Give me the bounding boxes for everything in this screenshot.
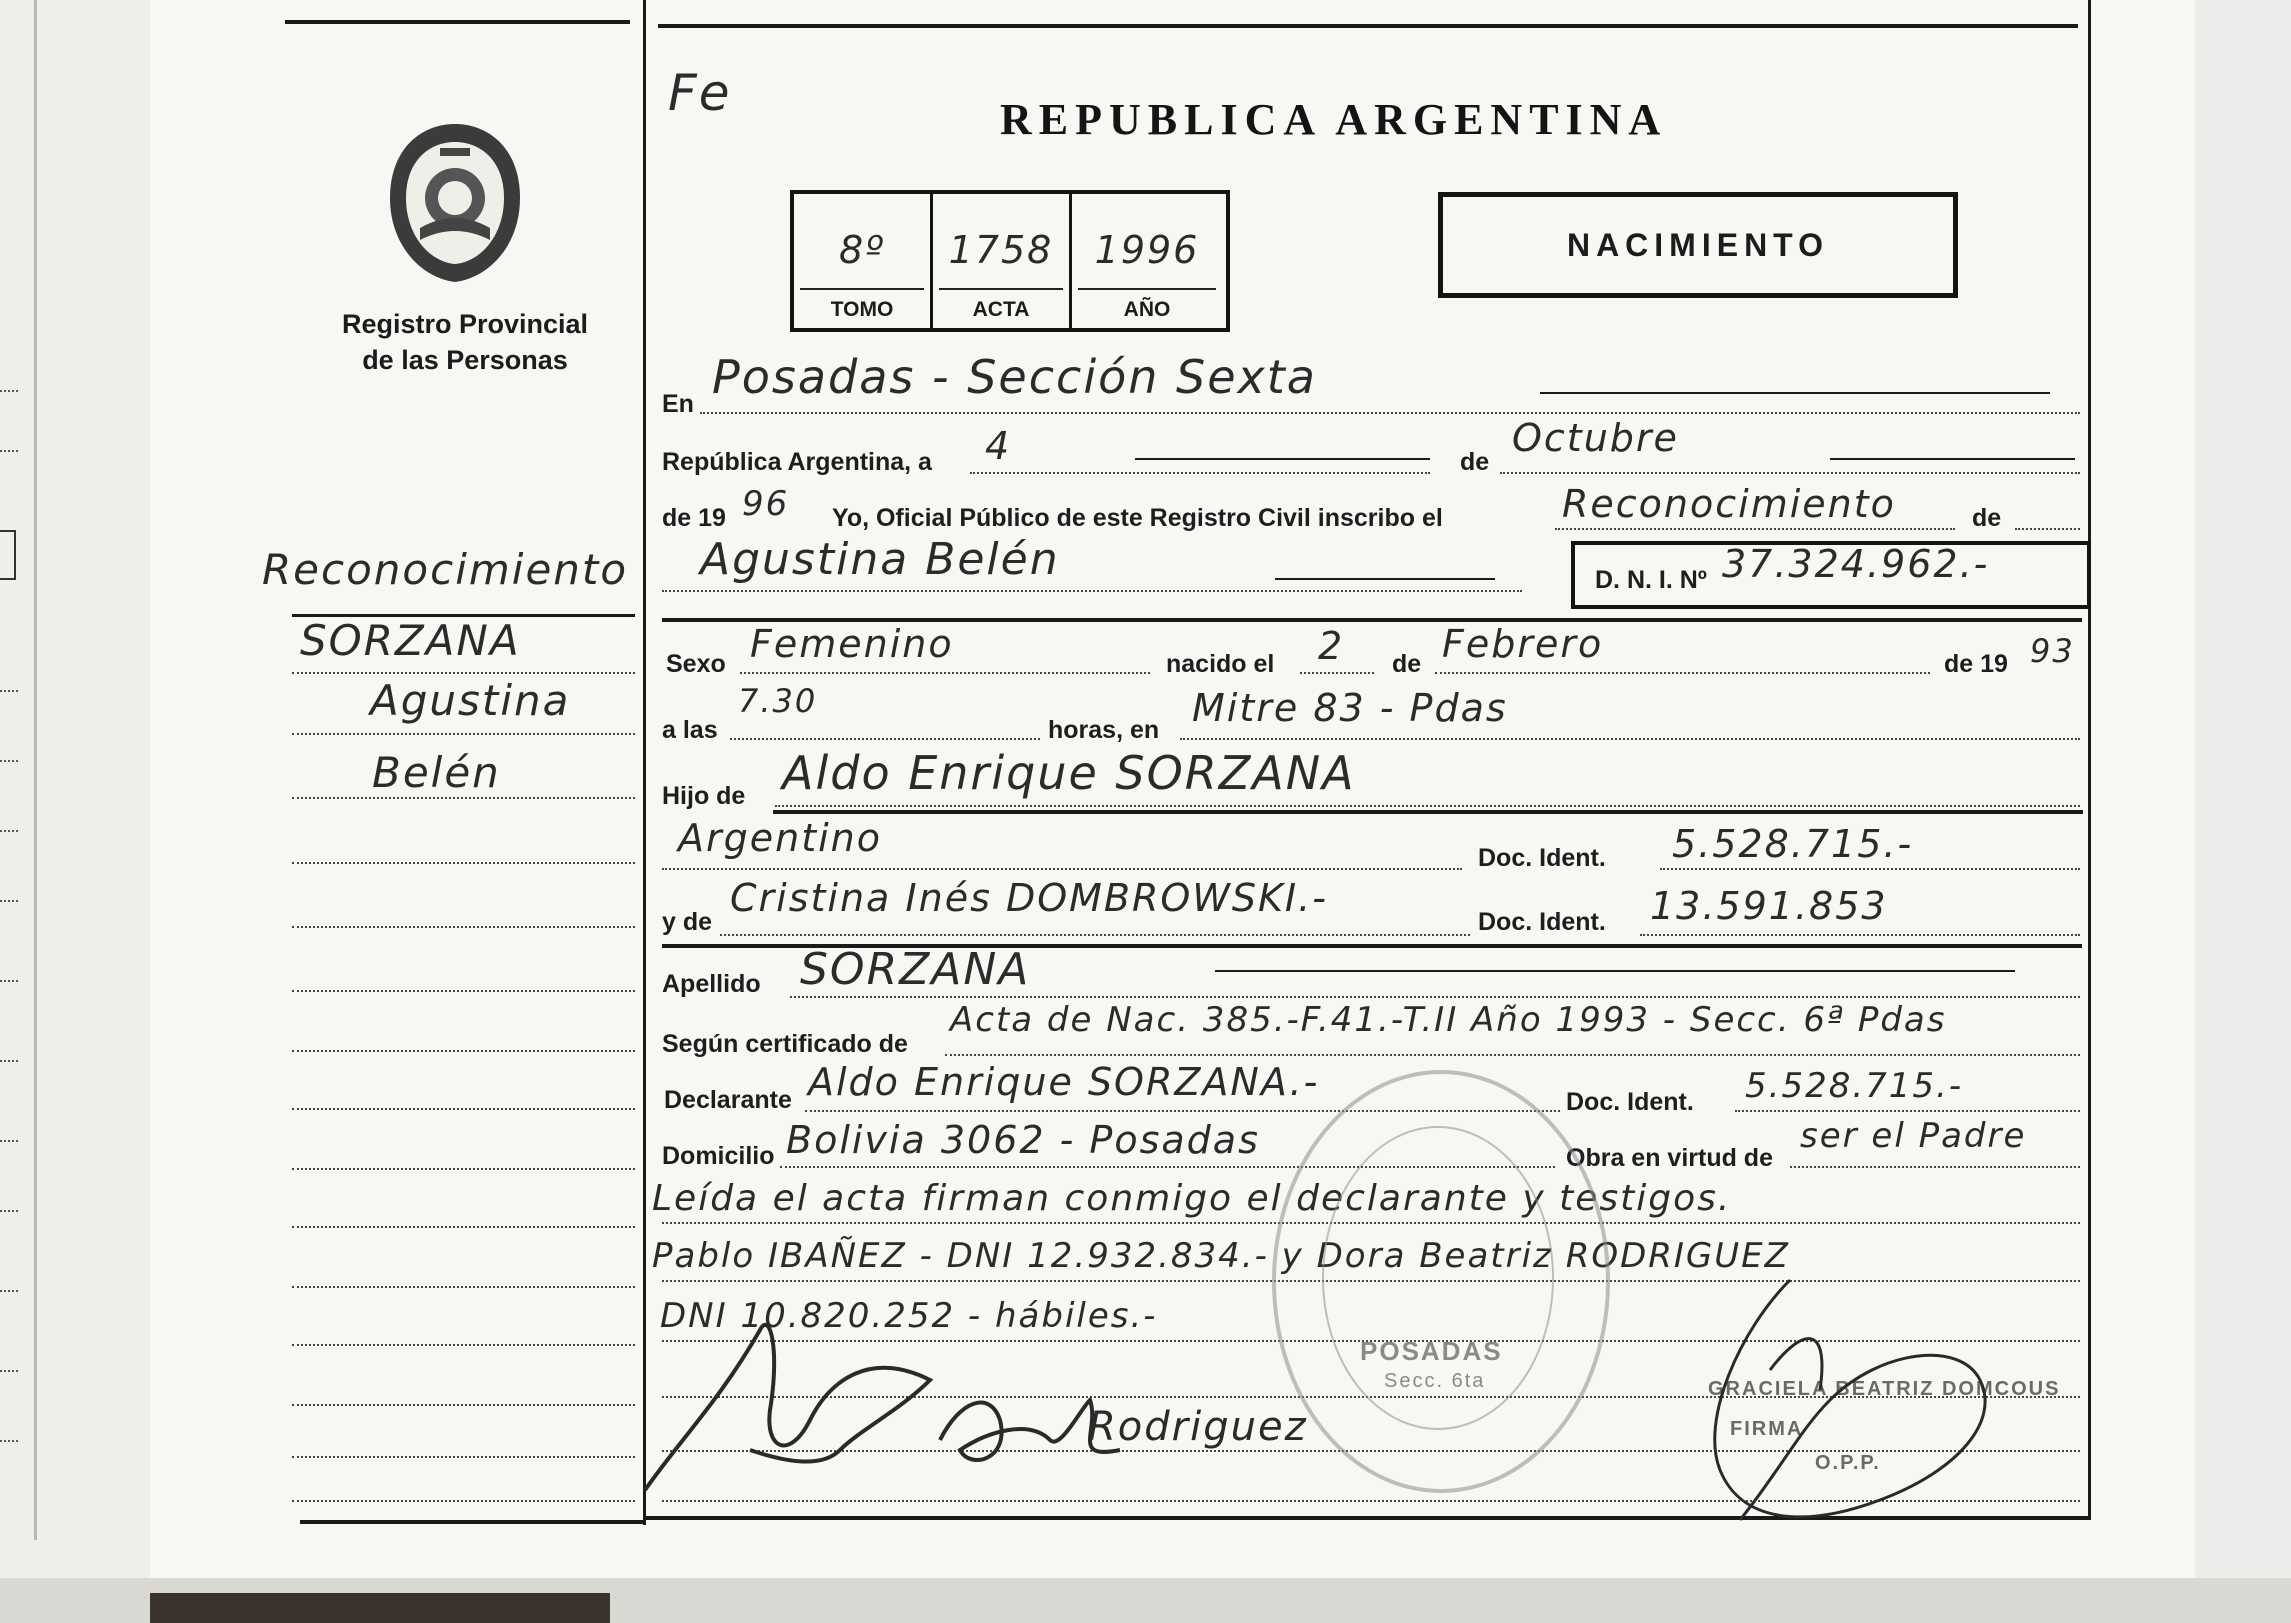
value-lugar: Posadas - Sección Sexta xyxy=(712,350,1317,404)
value-madre-doc: 13.591.853 xyxy=(1650,884,1888,928)
misiones-seal-icon xyxy=(380,118,530,288)
value-nac-ano: 93 xyxy=(2030,632,2075,670)
tomo-acta-ano-table xyxy=(790,190,1230,332)
margin-note-name2: Belén xyxy=(372,748,501,797)
margin-note-surname: SORZANA xyxy=(300,616,521,665)
note-line-3: DNI 10.820.252 - hábiles.- xyxy=(660,1296,1158,1336)
label-republica: República Argentina, a xyxy=(662,448,932,476)
label-obra: Obra en virtud de xyxy=(1566,1144,1773,1172)
official-tag-stamp: O.P.P. xyxy=(1815,1452,1881,1474)
note-line-1: Leída el acta firman conmigo el declarante y testigos. xyxy=(652,1178,1732,1219)
official-role-stamp: FIRMA xyxy=(1730,1418,1804,1440)
value-inscripcion: Reconocimiento xyxy=(1562,482,1896,526)
value-nac-mes: Febrero xyxy=(1442,622,1604,666)
label-de-19-b: de 19 xyxy=(1944,650,2008,678)
ano-value: 1996 xyxy=(1094,228,1200,272)
note-line-2: Pablo IBAÑEZ - DNI 12.932.834.- y Dora Beatriz RODRIGUEZ xyxy=(652,1236,1790,1276)
bottom-edge xyxy=(0,1578,2291,1623)
margin-top-rule xyxy=(285,20,630,24)
margin-note-type: Reconocimiento xyxy=(262,545,629,594)
previous-page-edge xyxy=(0,0,150,1623)
page-fold xyxy=(34,0,37,1540)
label-doc-3: Doc. Ident. xyxy=(1566,1088,1694,1116)
value-dni: 37.324.962.- xyxy=(1722,542,1990,586)
official-name-stamp: GRACIELA BEATRIZ DOMCOUS xyxy=(1708,1378,2061,1400)
acta-value: 1758 xyxy=(948,228,1054,272)
label-declarante: Declarante xyxy=(664,1086,792,1114)
label-domicilio: Domicilio xyxy=(662,1142,775,1170)
label-yo: Yo, Oficial Público de este Registro Civil inscribo el xyxy=(832,504,1443,532)
label-y-de: y de xyxy=(662,908,713,936)
value-hora: 7.30 xyxy=(738,682,818,720)
signature-declarante xyxy=(640,1290,940,1510)
right-border xyxy=(2088,0,2091,1520)
value-padre-doc: 5.528.715.- xyxy=(1672,822,1914,866)
label-en: En xyxy=(662,390,694,418)
document-title: REPUBLICA ARGENTINA xyxy=(1000,95,1668,144)
label-doc-2: Doc. Ident. xyxy=(1478,908,1606,936)
value-nombre: Agustina Belén xyxy=(700,534,1060,585)
value-mes: Octubre xyxy=(1512,416,1679,460)
label-de-19: de 19 xyxy=(662,504,726,532)
value-dia: 4 xyxy=(985,424,1012,468)
registry-name-line1: Registro Provincial xyxy=(341,309,589,339)
label-de: de xyxy=(1460,448,1490,476)
right-page-edge xyxy=(2195,0,2291,1578)
value-apellido: SORZANA xyxy=(800,944,1031,995)
label-apellido: Apellido xyxy=(662,970,761,998)
label-sexo: Sexo xyxy=(666,650,726,678)
signature-oficial-publico xyxy=(1680,1270,2040,1540)
label-a-las: a las xyxy=(662,716,718,744)
value-virtud: ser el Padre xyxy=(1800,1116,2027,1156)
value-declarante: Aldo Enrique SORZANA.- xyxy=(808,1060,1320,1104)
value-ano: 96 xyxy=(742,484,790,524)
registry-name-line2: de las Personas xyxy=(362,345,568,375)
signature-testigo-2: Rodriguez xyxy=(1088,1404,1308,1450)
label-de-2: de xyxy=(1972,504,2002,532)
value-certificado: Acta de Nac. 385.-F.41.-T.II Año 1993 - Secc. 6ª Pdas xyxy=(950,1000,1947,1040)
label-hijo: Hijo de xyxy=(662,782,746,810)
label-horas: horas, en xyxy=(1048,716,1160,744)
act-type: NACIMIENTO xyxy=(1566,226,1830,263)
top-rule xyxy=(658,24,2078,28)
label-doc-1: Doc. Ident. xyxy=(1478,844,1606,872)
value-madre: Cristina Inés DOMBROWSKI.- xyxy=(730,876,1328,920)
label-dni: D. N. I. Nº xyxy=(1595,566,1707,594)
value-nac-dia: 2 xyxy=(1318,624,1345,668)
value-domicilio: Bolivia 3062 - Posadas xyxy=(786,1118,1260,1162)
stamp-posadas: POSADAS xyxy=(1360,1336,1503,1366)
edge-box-mark xyxy=(0,530,16,580)
label-segun: Según certificado de xyxy=(662,1030,908,1058)
label-nacido: nacido el xyxy=(1166,650,1275,678)
value-padre: Aldo Enrique SORZANA xyxy=(782,746,1356,800)
stamp-seccion: Secc. 6ta xyxy=(1384,1370,1486,1392)
margin-note-name1: Agustina xyxy=(370,676,571,725)
tomo-label: TOMO xyxy=(830,298,894,321)
value-lugar-nac: Mitre 83 - Pdas xyxy=(1192,686,1508,730)
act-type-box xyxy=(1438,192,1958,298)
ano-label: AÑO xyxy=(1123,298,1171,321)
value-declarante-doc: 5.528.715.- xyxy=(1745,1066,1964,1106)
value-padre-nacionalidad: Argentino xyxy=(678,816,882,860)
tomo-value: 8º xyxy=(838,228,886,272)
acta-label: ACTA xyxy=(972,298,1030,321)
value-sexo: Femenino xyxy=(750,622,954,666)
label-de-3: de xyxy=(1392,650,1422,678)
fe-note: Fe xyxy=(668,64,732,122)
